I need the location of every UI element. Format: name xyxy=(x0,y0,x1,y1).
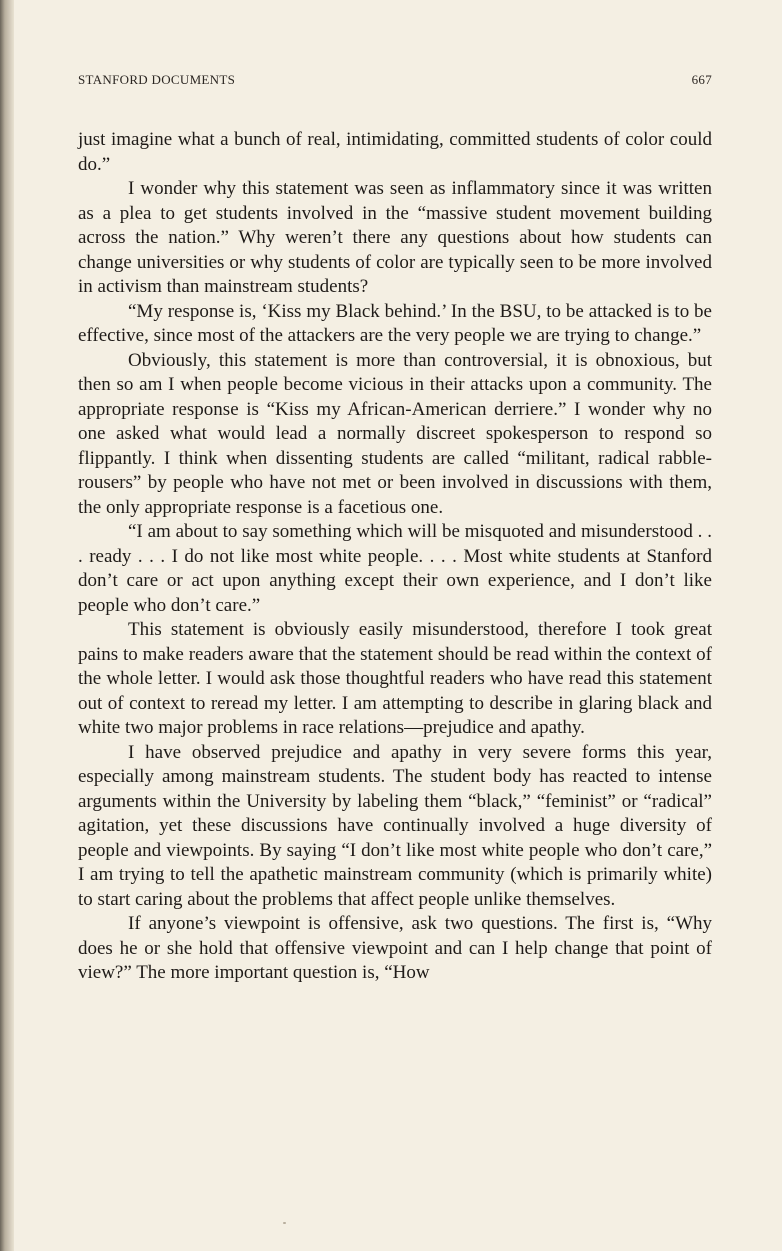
paragraph-quote: “My response is, ‘Kiss my Black behind.’ In the BSU, to be attacked is to be effective, since most of the attackers are the very people we are trying to change.” xyxy=(78,300,712,346)
body-text xyxy=(78,128,712,986)
paragraph: If anyone’s viewpoint is offensive, ask two questions. The first is, “Why does he or she hold that offensive viewpoint and can I help change that point of view?” The more important question is, “How xyxy=(78,913,712,983)
paragraph: Obviously, this statement is more than controversial, it is obnoxious, but then so am I when people become vicious in their attacks upon a community. The appropriate response is “Kiss my African-American derriere.” I wonder why no one asked what would lead a normally discreet spokesperson to respond so flippantly. I think when dissenting students are called “militant, radical rabble-rousers” by people who have not met or been involved in discussions with them, the only appropriate response is a facetious one. xyxy=(78,349,712,518)
page-number: 667 xyxy=(691,72,712,87)
paper-speck xyxy=(283,1222,286,1224)
paragraph: I have observed prejudice and apathy in very severe forms this year, especially among mainstream students. The student body has reacted to intense arguments within the University by labeling them “black,” “feminist” or “radical” agitation, yet these discussions have continually involved a huge diversity of people and viewpoints. By saying “I don’t like most white people who don’t care,” I am trying to tell the apathetic mainstream community (which is primarily white) to start caring about the problems that affect people unlike themselves. xyxy=(78,741,712,910)
paragraph: I wonder why this statement was seen as inflammatory since it was written as a plea to get students involved in the “massive student movement building across the nation.” Why weren’t there any questions about how students can change universities or why students of color are typically seen to be more involved in activism than mainstream students? xyxy=(78,178,712,297)
running-head-title: STANFORD DOCUMENTS xyxy=(78,72,236,87)
paragraph-continued: just imagine what a bunch of real, intimidating, committed students of color could do.” xyxy=(78,129,712,175)
paragraph-quote: “I am about to say something which will be misquoted and misunderstood . . . ready . . . I do not like most white people. . . . Most white students at Stanford don’t care or act upon anything except their own experience, and I don’t like people who don’t care.” xyxy=(78,521,712,616)
paragraph: This statement is obviously easily misunderstood, therefore I took great pains to make readers aware that the statement should be read within the context of the whole letter. I would ask those thoughtful readers who have read this statement out of context to reread my letter. I am attempting to describe in glaring black and white two major problems in race relations—prejudice and apathy. xyxy=(78,619,712,738)
running-head xyxy=(78,72,712,92)
